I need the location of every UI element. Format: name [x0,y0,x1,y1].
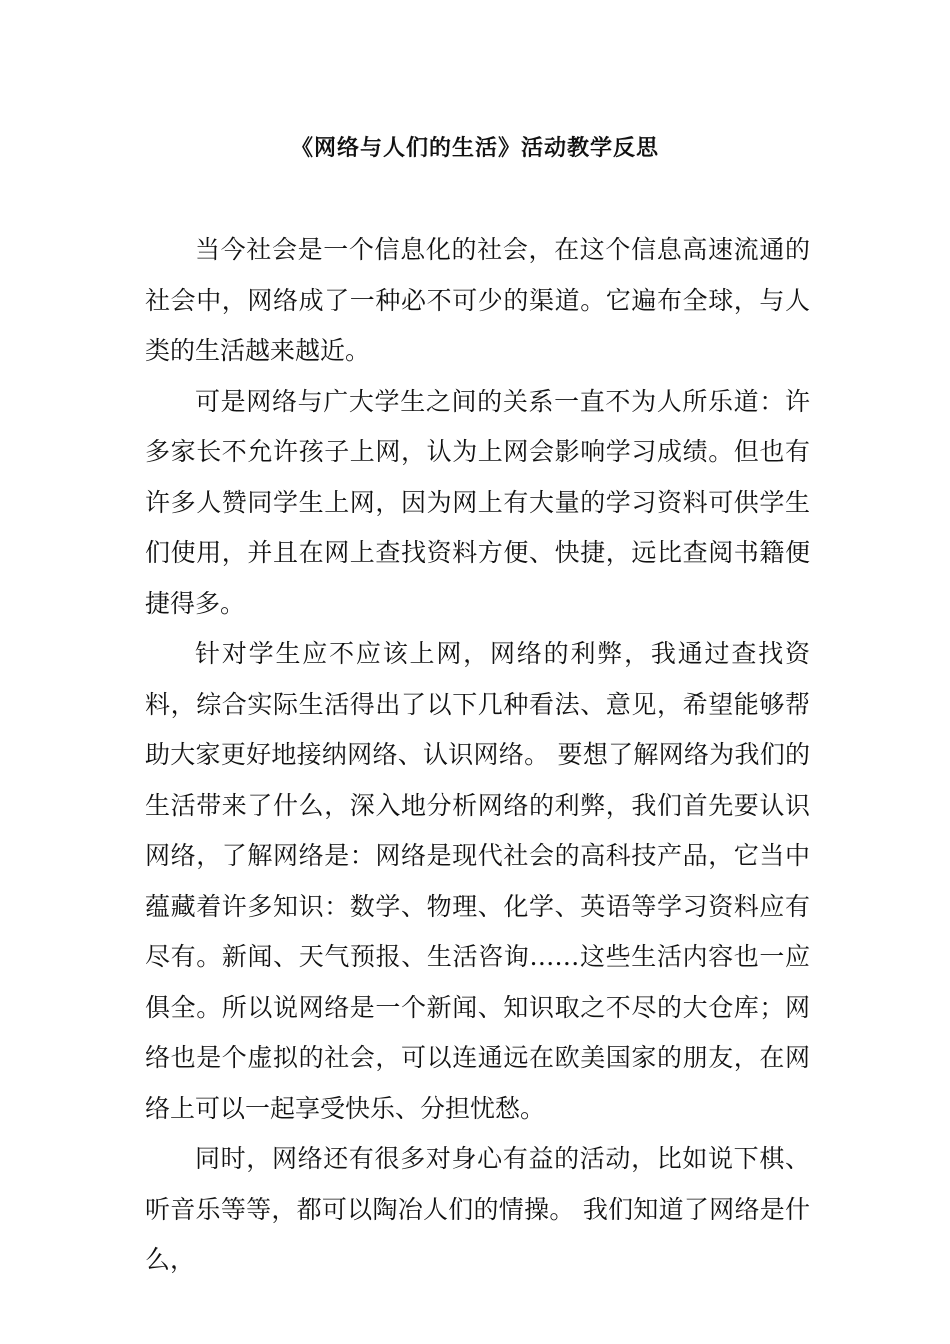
paragraph-2: 可是网络与广大学生之间的关系一直不为人所乐道：许多家长不允许孩子上网，认为上网会影响学习成绩。但也有许多人赞同学生上网，因为网上有大量的学习资料可供学生们使用，并且在网上查找资料方便、快捷，远比查阅书籍便捷得多。 [145,386,810,618]
document-title: 《网络与人们的生活》活动教学反思 [290,136,659,161]
paragraph-3: 针对学生应不应该上网，网络的利弊，我通过查找资料，综合实际生活得出了以下几种看法、意见，希望能够帮助大家更好地接纳网络、认识网络。 要想了解网络为我们的生活带来了什么，深入地分析网络的利弊，我们首先要认识网络，了解网络是：网络是现代社会的高科技产品，它当中蕴藏着许多知识：数学、物理、化学、英语等学习资料应有尽有。新闻、天气预报、生活咨询……这些生活内容也一应俱全。所以说网络是一个新闻、知识取之不尽的大仓库；网络也是个虚拟的社会，可以连通远在欧美国家的朋友，在网络上可以一起享受快乐、分担忧愁。 [145,639,810,1123]
document-body [145,225,810,1286]
paragraph-4: 同时，网络还有很多对身心有益的活动，比如说下棋、听音乐等等，都可以陶冶人们的情操。 我们知道了网络是什么， [145,1144,810,1274]
paragraph-1: 当今社会是一个信息化的社会，在这个信息高速流通的社会中，网络成了一种必不可少的渠道。它遍布全球，与人类的生活越来越近。 [145,235,810,365]
